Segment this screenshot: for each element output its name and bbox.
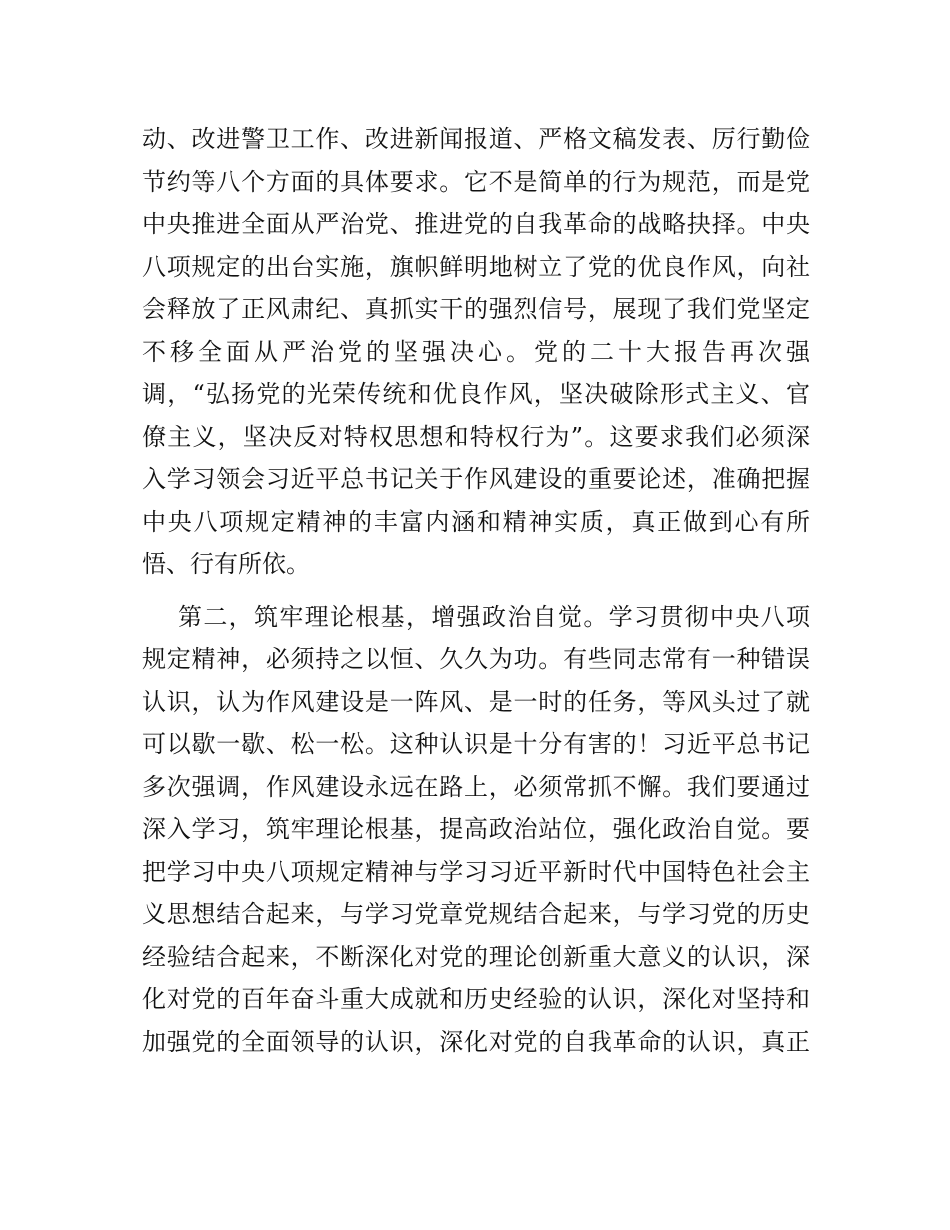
text-line: 认识，认为作风建设是一阵风、是一时的任务，等风头过了就 — [142, 687, 810, 716]
text-line: 悟、行有所依。 — [142, 550, 310, 578]
text-line: 不移全面从严治党的坚强决心。党的二十大报告再次强 — [142, 337, 810, 366]
text-line: 把学习中央八项规定精神与学习习近平新时代中国特色社会主 — [142, 857, 810, 886]
paragraph-1 — [142, 118, 810, 586]
text-line: 会释放了正风肃纪、真抓实干的强烈信号，展现了我们党坚定 — [142, 295, 810, 323]
text-line: 八项规定的出台实施，旗帜鲜明地树立了党的优良作风，向社 — [142, 252, 810, 281]
text-line: 多次强调，作风建设永远在路上，必须常抓不懈。我们要通过 — [142, 772, 810, 801]
text-line: 深入学习，筑牢理论根基，提高政治站位，强化政治自觉。要 — [142, 815, 810, 843]
text-line: 僚主义，坚决反对特权思想和特权行为”。这要求我们必须深 — [142, 422, 810, 451]
text-line: 经验结合起来，不断深化对党的理论创新重大意义的认识，深 — [142, 942, 810, 971]
text-line: 加强党的全面领导的认识，深化对党的自我革命的认识，真正 — [142, 1027, 810, 1056]
text-line: 节约等八个方面的具体要求。它不是简单的行为规范，而是党 — [142, 167, 810, 196]
text-line: 义思想结合起来，与学习党章党规结合起来，与学习党的历史 — [142, 900, 810, 928]
document-body — [142, 118, 810, 1063]
paragraph-2 — [142, 596, 810, 1064]
text-line: 规定精神，必须持之以恒、久久为功。有些同志常有一种错误 — [142, 645, 810, 673]
text-line: 入学习领会习近平总书记关于作风建设的重要论述，准确把握 — [142, 465, 810, 493]
text-line: 可以歇一歇、松一松。这种认识是十分有害的！习近平总书记 — [142, 730, 810, 758]
text-line: 第二，筑牢理论根基，增强政治自觉。学习贯彻中央八项 — [178, 602, 810, 631]
text-line: 动、改进警卫工作、改进新闻报道、严格文稿发表、厉行勤俭 — [142, 125, 810, 153]
text-line: 中央推进全面从严治党、推进党的自我革命的战略抉择。中央 — [142, 210, 810, 238]
text-line: 化对党的百年奋斗重大成就和历史经验的认识，深化对坚持和 — [142, 985, 810, 1013]
text-line: 调，“弘扬党的光荣传统和优良作风，坚决破除形式主义、官 — [142, 380, 810, 408]
text-line: 中央八项规定精神的丰富内涵和精神实质，真正做到心有所 — [142, 507, 810, 536]
